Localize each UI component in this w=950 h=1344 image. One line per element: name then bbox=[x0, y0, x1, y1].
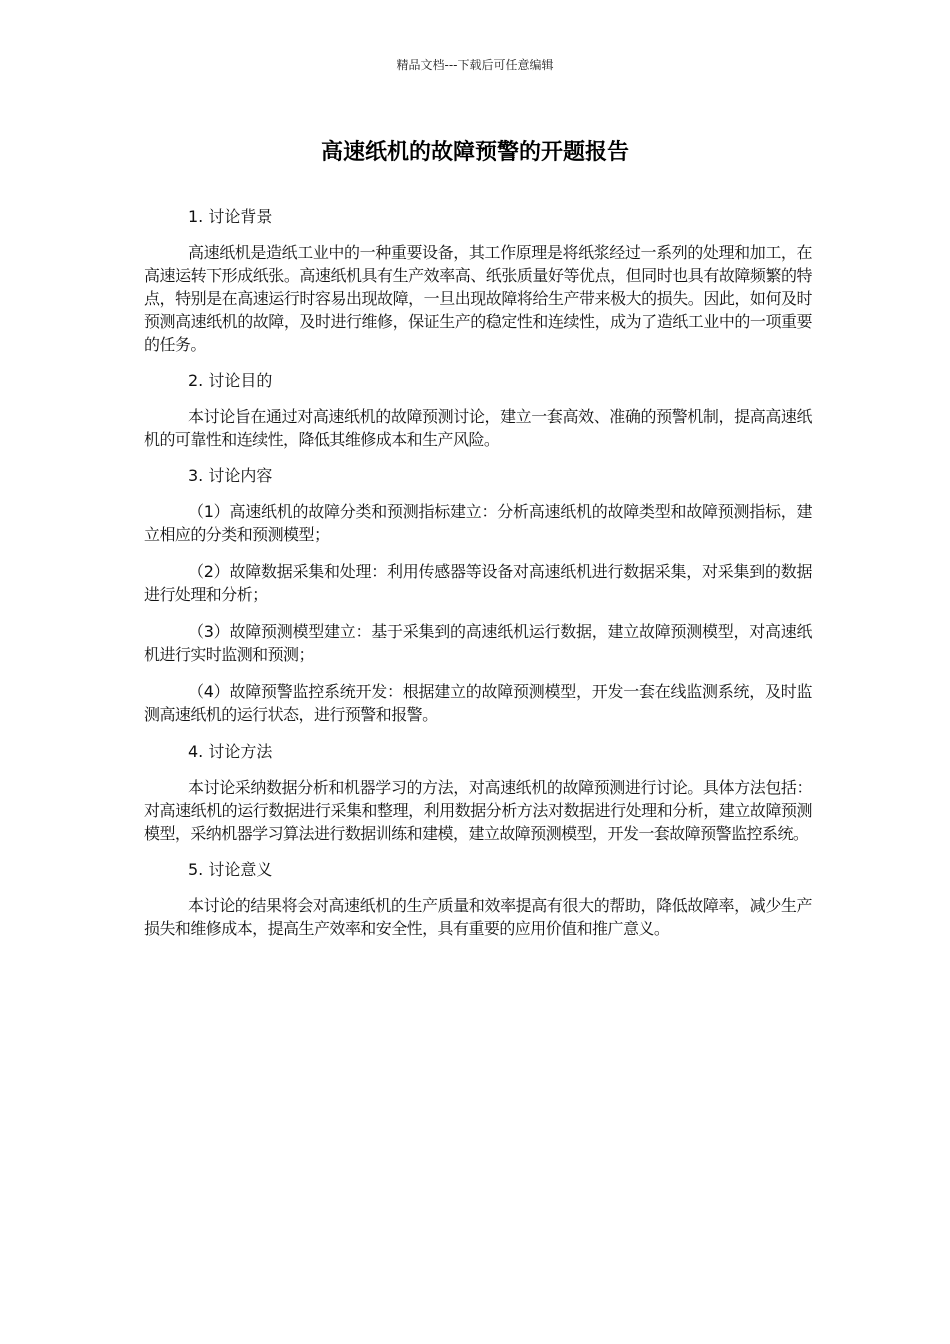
section-heading-method: 4. 讨论方法 bbox=[188, 742, 273, 761]
background-paragraph: 高速纸机是造纸工业中的一种重要设备，其工作原理是将纸浆经过一系列的处理和加工，在高速运转下形成纸张。高速纸机具有生产效率高、纸张质量好等优点，但同时也具有故障频繁的特点，特别是在高速运行时容易出现故障，一旦出现故障将给生产带来极大的损失。因此，如何及时预测高速纸机的故障，及时进行维修，保证生产的稳定性和连续性，成为了造纸工业中的一项重要的任务。 bbox=[144, 243, 812, 354]
content-item-3: （3）故障预测模型建立：基于采集到的高速纸机运行数据，建立故障预测模型，对高速纸机进行实时监测和预测； bbox=[144, 622, 812, 664]
content-item-2: （2）故障数据采集和处理：利用传感器等设备对高速纸机进行数据采集，对采集到的数据进行处理和分析； bbox=[144, 562, 812, 604]
section-heading-content: 3. 讨论内容 bbox=[188, 466, 273, 485]
section-heading-background: 1. 讨论背景 bbox=[188, 207, 273, 226]
page-header: 精品文档---下载后可任意编辑 bbox=[396, 58, 554, 72]
significance-paragraph: 本讨论的结果将会对高速纸机的生产质量和效率提高有很大的帮助，降低故障率，减少生产损失和维修成本，提高生产效率和安全性，具有重要的应用价值和推广意义。 bbox=[144, 896, 812, 938]
document-title: 高速纸机的故障预警的开题报告 bbox=[320, 140, 629, 165]
section-heading-purpose: 2. 讨论目的 bbox=[188, 371, 273, 390]
method-paragraph: 本讨论采纳数据分析和机器学习的方法，对高速纸机的故障预测进行讨论。具体方法包括：对高速纸机的运行数据进行采集和整理，利用数据分析方法对数据进行处理和分析，建立故障预测模型，采纳机器学习算法进行数据训练和建模，建立故障预测模型，开发一套故障预警监控系统。 bbox=[144, 778, 812, 843]
section-heading-significance: 5. 讨论意义 bbox=[188, 860, 273, 879]
content-item-1: （1）高速纸机的故障分类和预测指标建立：分析高速纸机的故障类型和故障预测指标，建立相应的分类和预测模型； bbox=[144, 502, 812, 544]
document-body bbox=[144, 205, 812, 953]
purpose-paragraph: 本讨论旨在通过对高速纸机的故障预测讨论，建立一套高效、准确的预警机制，提高高速纸机的可靠性和连续性，降低其维修成本和生产风险。 bbox=[144, 407, 812, 449]
content-item-4: （4）故障预警监控系统开发：根据建立的故障预测模型，开发一套在线监测系统，及时监测高速纸机的运行状态，进行预警和报警。 bbox=[144, 682, 812, 724]
